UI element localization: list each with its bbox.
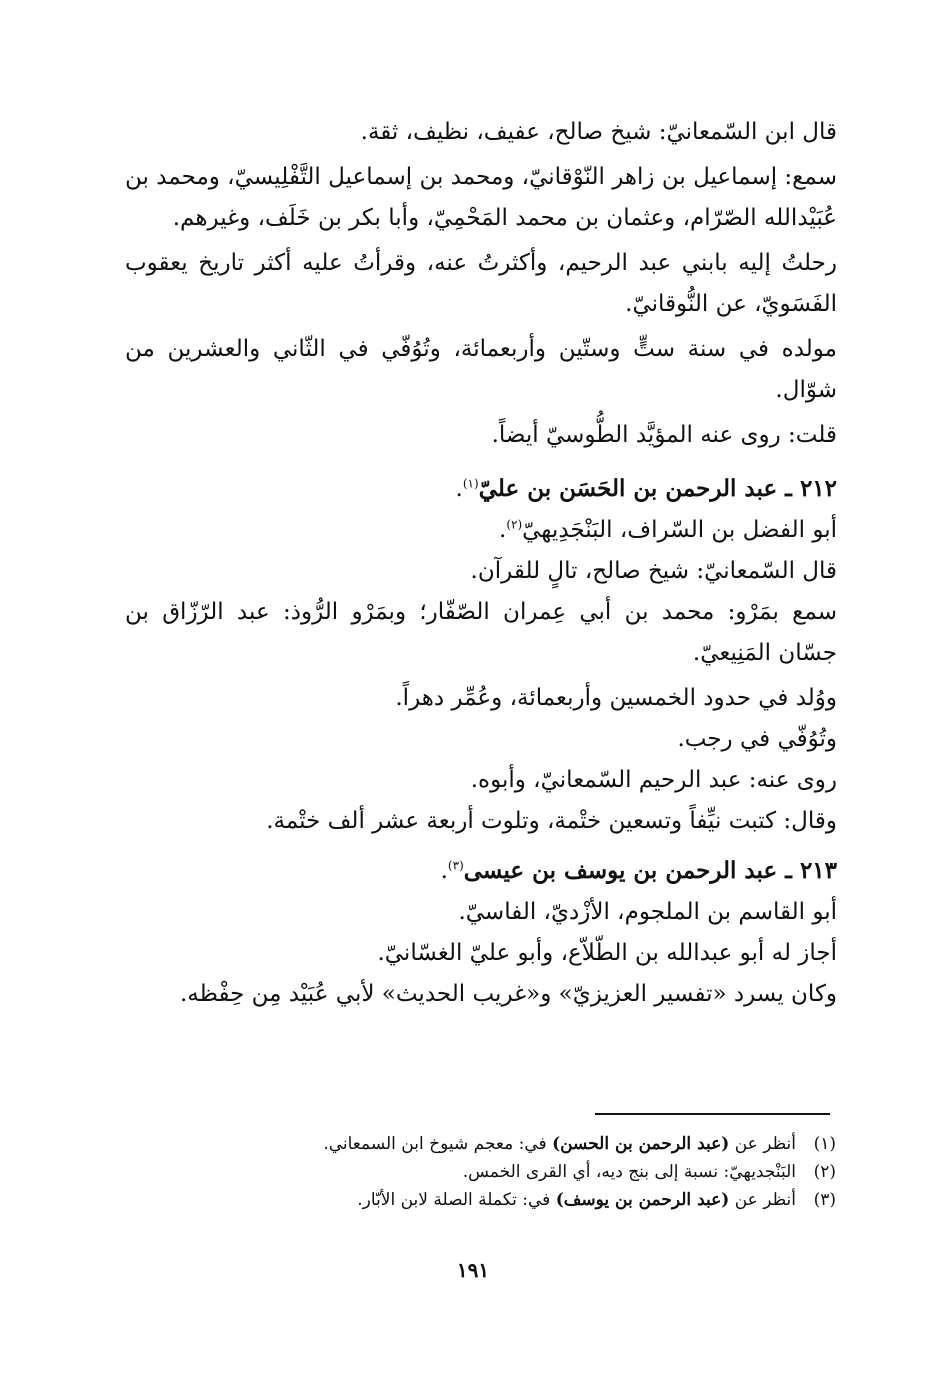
entry-212-kunya: أبو الفضل بن السّراف، البَنْجَدِيهيّ$^{(٢)}$.: [499, 517, 837, 543]
footnote-separator: [595, 1113, 830, 1115]
entry-212-teachers: سمع بمَرْو: محمد بن أبي عِمران الصّفّار؛ وبمَرْو الرُّوذ: عبد الرّزّاق بن جسّان المَنِيعيّ.: [125, 599, 837, 666]
page-number: ١٩١: [456, 1258, 490, 1282]
paragraph-birth-death: مولده في سنة ستٍّ وستّين وأربعمائة، وتُوُفّي في الثّاني والعشرين من شوّال.: [125, 336, 837, 403]
paragraph-teachers: سمع: إسماعيل بن زاهر النّوْقانيّ، ومحمد بن إسماعيل التَّفْلِيسيّ، ومحمد بن عُبَيْدالله الصّرّام، وعثمان بن محمد المَحْمِيّ، وأبا بكر بن خَلَف، وغيرهم.: [125, 164, 837, 231]
footnote-1-number: (١): [813, 1134, 836, 1154]
footnote-2: (٢) البَنْجديهيّ: نسبة إلى بنج ديه، أي القرى الخمس.: [200, 1158, 836, 1186]
entry-212-heading: ٢١٢ ـ عبد الرحمن بن الحَسَن بن عليّ$^{(١)}$.: [455, 475, 837, 502]
entry-212: [125, 468, 837, 842]
entry-213-kunya: أبو القاسم بن الملجوم، الأزْديّ، الفاسيّ.: [458, 899, 837, 925]
footnote-3-number: (٣): [813, 1190, 836, 1210]
entry-212-title: ٢١٢ ـ عبد الرحمن بن الحَسَن بن عليّ: [478, 475, 837, 502]
footnote-1: (١) أنظر عن (عبد الرحمن بن الحسن) في: معجم شيوخ ابن السمعاني.: [200, 1130, 836, 1158]
footnote-ref-2: (٢): [506, 517, 523, 532]
entry-213: [125, 850, 837, 1015]
footnote-ref-3: (٣): [447, 858, 464, 873]
paragraph-travel: رحلتُ إليه بابني عبد الرحيم، وأكثرتُ عنه، وقرأتُ عليه أكثر تاريخ يعقوب الفَسَويّ، عن النُّوقانيّ.: [125, 250, 837, 317]
footnotes: [200, 1130, 836, 1214]
entry-213-ijaza: أجاز له أبو عبدالله بن الطّلاّع، وأبو عليّ الغسّانيّ.: [377, 940, 837, 966]
footnote-ref-1: (١): [462, 476, 479, 491]
entry-212-death: وتُوُفّي في رجب.: [677, 726, 837, 752]
entry-212-students: روى عنه: عبد الرحيم السّمعانيّ، وأبوه.: [470, 767, 837, 793]
paragraph-samani-quote: قال ابن السّمعانيّ: شيخ صالح، عفيف، نظيف، ثقة.: [360, 119, 837, 145]
footnote-3: (٣) أنظر عن (عبد الرحمن بن يوسف) في: تكملة الصلة لابن الأبّار.: [200, 1186, 836, 1214]
entry-212-birth: ووُلد في حدود الخمسين وأربعمائة، وعُمِّر دهراً.: [395, 685, 837, 711]
entry-213-recitation: وكان يسرد «تفسير العزيزيّ» و«غريب الحديث» لأبي عُبَيْد مِن حِفْظه.: [179, 981, 837, 1007]
entry-212-samani: قال السّمعانيّ: شيخ صالح، تالٍ للقرآن.: [470, 558, 837, 584]
entry-213-title: ٢١٣ ـ عبد الرحمن بن يوسف بن عيسى: [463, 857, 837, 884]
page-body: [125, 112, 837, 1015]
entry-213-heading: ٢١٣ ـ عبد الرحمن بن يوسف بن عيسى$^{(٣)}$.: [440, 857, 837, 884]
footnote-2-number: (٢): [813, 1162, 836, 1182]
paragraph-note: قلت: روى عنه المؤيَّد الطُّوسيّ أيضاً.: [491, 422, 837, 448]
entry-212-quote: وقال: كتبت نيِّفاً وتسعين ختْمة، وتلوت أربعة عشر ألف ختْمة.: [266, 808, 837, 834]
